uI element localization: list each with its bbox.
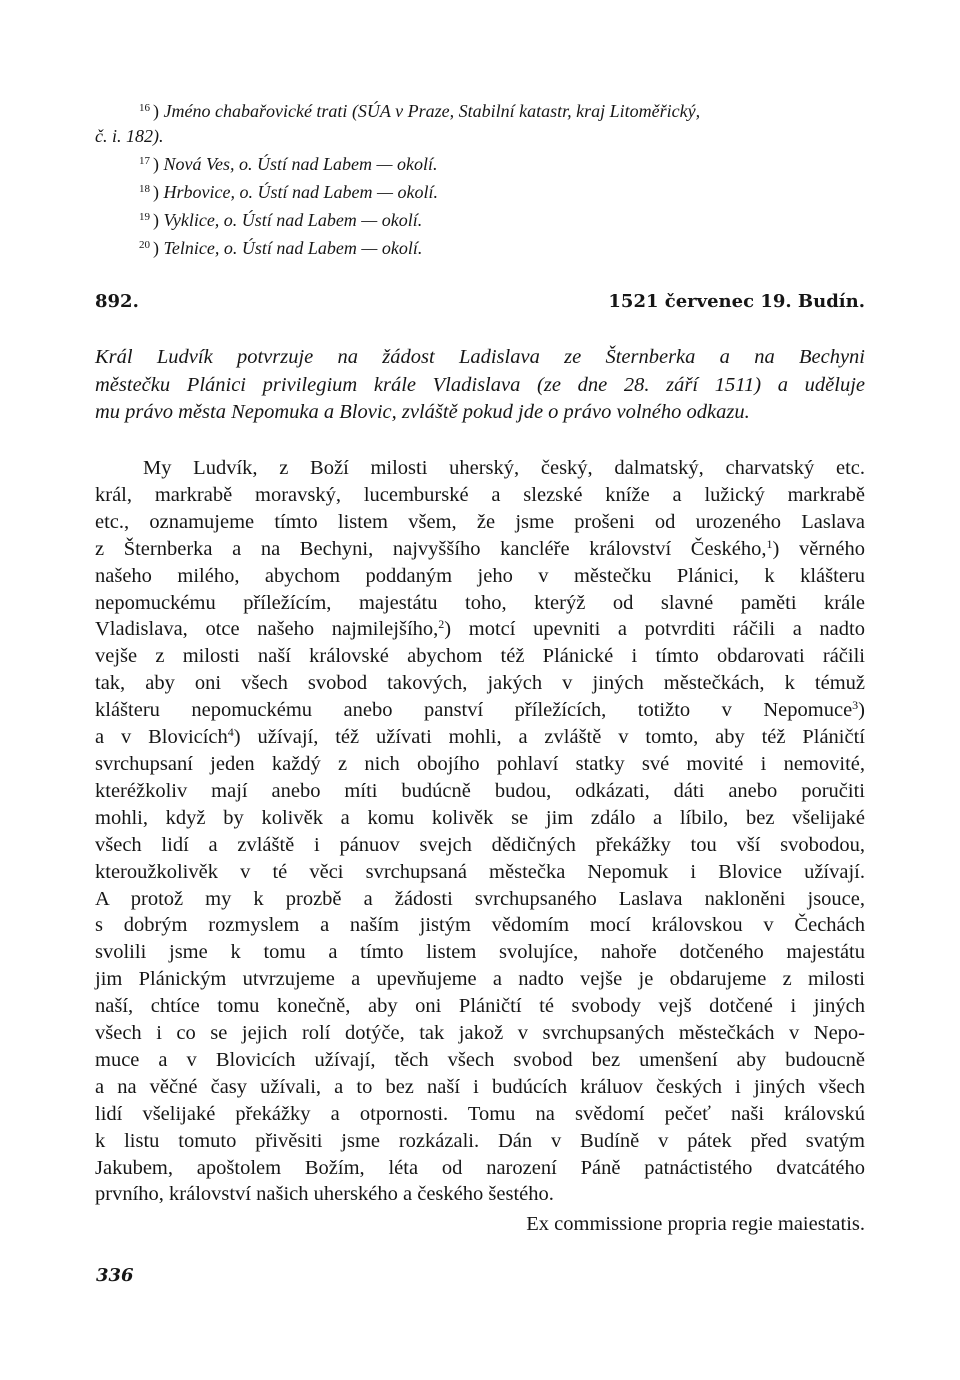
footnote-text: Vyklice, o. Ústí nad Labem — okolí. — [163, 210, 423, 230]
charter-line: kteroužkolivěk v té věci svrchupsaná městečka Nepomuk i Blovice užívají. — [95, 860, 865, 883]
charter-line: Jakubem, apoštolem Božím, léta od narození Páně patnáctistého dvatcátého — [95, 1156, 865, 1179]
charter-line: prvního, království našich uherského a českého šestého. — [95, 1183, 554, 1206]
charter-line: všech i co se jejich rolí dotýče, tak jakož v svrchupsaných městečkách v Nepo- — [95, 1022, 865, 1045]
charter-line: A protož my k prozbě a žádosti svrchupsaného Laslava nakloněni jsouce, — [95, 887, 865, 910]
charter-line: naší, chtíce tomu konečně, aby oni Pláničtí té svobody vejš dotčené i jiných — [95, 995, 865, 1018]
charter-line: muce a v Blovicích užívají, těch všech svobod bez umenšení aby budoucně — [95, 1048, 865, 1071]
footnote-marker: 20 — [139, 239, 150, 251]
footnote-20: $^{20}$ ) Telnice, o. Ústí nad Labem — okolí. — [139, 238, 423, 258]
charter-line: a na věčné časy užívali, a to bez naší i budúcích králuov českých i jiných všech — [95, 1075, 865, 1098]
charter-line: z Šternberka a na Bechyni, najvyššího kancléře království Českého,$^1$) věrného — [95, 536, 865, 560]
charter-line: klášteru nepomuckému anebo panství příležících, totižto v Nepomuce$^3$) — [95, 698, 865, 722]
footnotes-section — [95, 96, 870, 261]
footnote-reference: 3 — [852, 698, 859, 713]
charter-line: a v Blovicích$^4$) užívají, též užívati mohli, a zvláště v tomto, aby též Pláničtí — [95, 725, 865, 749]
footnote-16-continued — [95, 124, 870, 149]
charter-line: svrchupsaní jeden každý z nich obojího pohlaví statky své movité i nemovité, — [95, 752, 865, 775]
footnote-text: Hrbovice, o. Ústí nad Labem — okolí. — [163, 182, 438, 202]
footnote-marker: 17 — [139, 155, 150, 167]
charter-text — [95, 455, 865, 1208]
regest-line: městečku Plánici privilegium krále Vladislava (ze dne 28. září 1511) a uděluje — [95, 373, 865, 396]
footnote-marker: 18 — [139, 183, 150, 195]
charter-line: všech lidí a zvláště i pánuov svejch dědičných překážky tou vší svobodou, — [95, 833, 865, 856]
footnote-text: Telnice, o. Ústí nad Labem — okolí. — [163, 238, 423, 258]
regest-summary — [95, 344, 865, 427]
charter-line: lidí všelijaké překážky a otpornosti. Tomu na svědomí pečeť naši královskú — [95, 1102, 865, 1125]
charter-line: kteréžkoliv mají anebo míti budúcně budou, odkázati, dáti anebo poručiti — [95, 779, 865, 802]
charter-line: k listu tomuto přivěsiti jsme rozkázali. Dán v Budíně v pátek před svatým — [95, 1129, 865, 1152]
footnote-text: č. i. 182). — [95, 126, 164, 146]
regest-line: Král Ludvík potvrzuje na žádost Ladislava ze Šternberka a na Bechyni — [95, 346, 865, 368]
charter-line: Vladislava, otce našeho najmilejšího,$^2$) motcí upevniti a potvrditi ráčili a nadto — [95, 617, 865, 641]
regest-line: mu právo města Nepomuka a Blovic, zvláště pokud jde o právo volného odkazu. — [95, 401, 750, 423]
charter-line: mohli, když by kolivěk a komu kolivěk se jim zdálo a líbilo, bez všelijaké — [95, 806, 865, 829]
charter-line: jim Plánickým utvrzujeme a upevňujeme a nadto vejše je obdarujeme z milosti — [95, 968, 865, 991]
page-number: 336 — [96, 1265, 134, 1286]
footnote-reference: 2 — [438, 617, 445, 632]
charter-line: vejše z milosti naší královské abychom též Plánické i tímto obdarovati ráčili — [95, 645, 865, 668]
charter-line: našeho milého, abychom poddaným jeho v městečku Plánici, k klášteru — [95, 564, 865, 587]
charter-line: král, markrabě moravský, lucemburské a slezské kníže a lužický markrabě — [95, 483, 865, 506]
footnote-19: $^{19}$ ) Vyklice, o. Ústí nad Labem — okolí. — [139, 210, 423, 230]
footnote-reference: 4 — [227, 725, 234, 740]
charter-line: nepomuckému příležícím, majestátu toho, kterýž od slavné paměti krále — [95, 591, 865, 614]
footnote-marker: 19 — [139, 211, 150, 223]
footnote-text: Nová Ves, o. Ústí nad Labem — okolí. — [163, 154, 438, 174]
chancery-note: Ex commissione propria regie maiestatis. — [526, 1213, 865, 1235]
document-number: 892. — [95, 291, 139, 312]
charter-line: svolili jsme k tomu a tímto listem svolujíce, nahoře dotčeného majestátu — [95, 941, 865, 964]
charter-line: s dobrým rozmyslem a naším jistým vědomím mocí královskou v Čechách — [95, 914, 865, 937]
footnote-reference: 1 — [766, 536, 773, 551]
footnote-text: Jméno chabařovické trati (SÚA v Praze, Stabilní katastr, kraj Litoměřický, — [163, 101, 701, 121]
charter-line: My Ludvík, z Boží milosti uherský, český, dalmatský, charvatský etc. — [143, 457, 865, 479]
footnote-18: $^{18}$ ) Hrbovice, o. Ústí nad Labem — okolí. — [139, 182, 438, 202]
charter-line: etc., oznamujeme tímto listem všem, že jsme prošeni od urozeného Laslava — [95, 510, 865, 533]
document-dateline: 1521 červenec 19. Budín. — [608, 291, 865, 312]
footnote-17: $^{17}$ ) Nová Ves, o. Ústí nad Labem — okolí. — [139, 154, 438, 174]
footnote-16: $^{16}$ ) Jméno chabařovické trati (SÚA v Praze, Stabilní katastr, kraj Litoměřický, — [139, 101, 701, 121]
charter-line: tak, aby oni všech svobod takových, jakých v jiných městečkách, k témuž — [95, 672, 865, 695]
footnote-marker: 16 — [139, 102, 150, 114]
